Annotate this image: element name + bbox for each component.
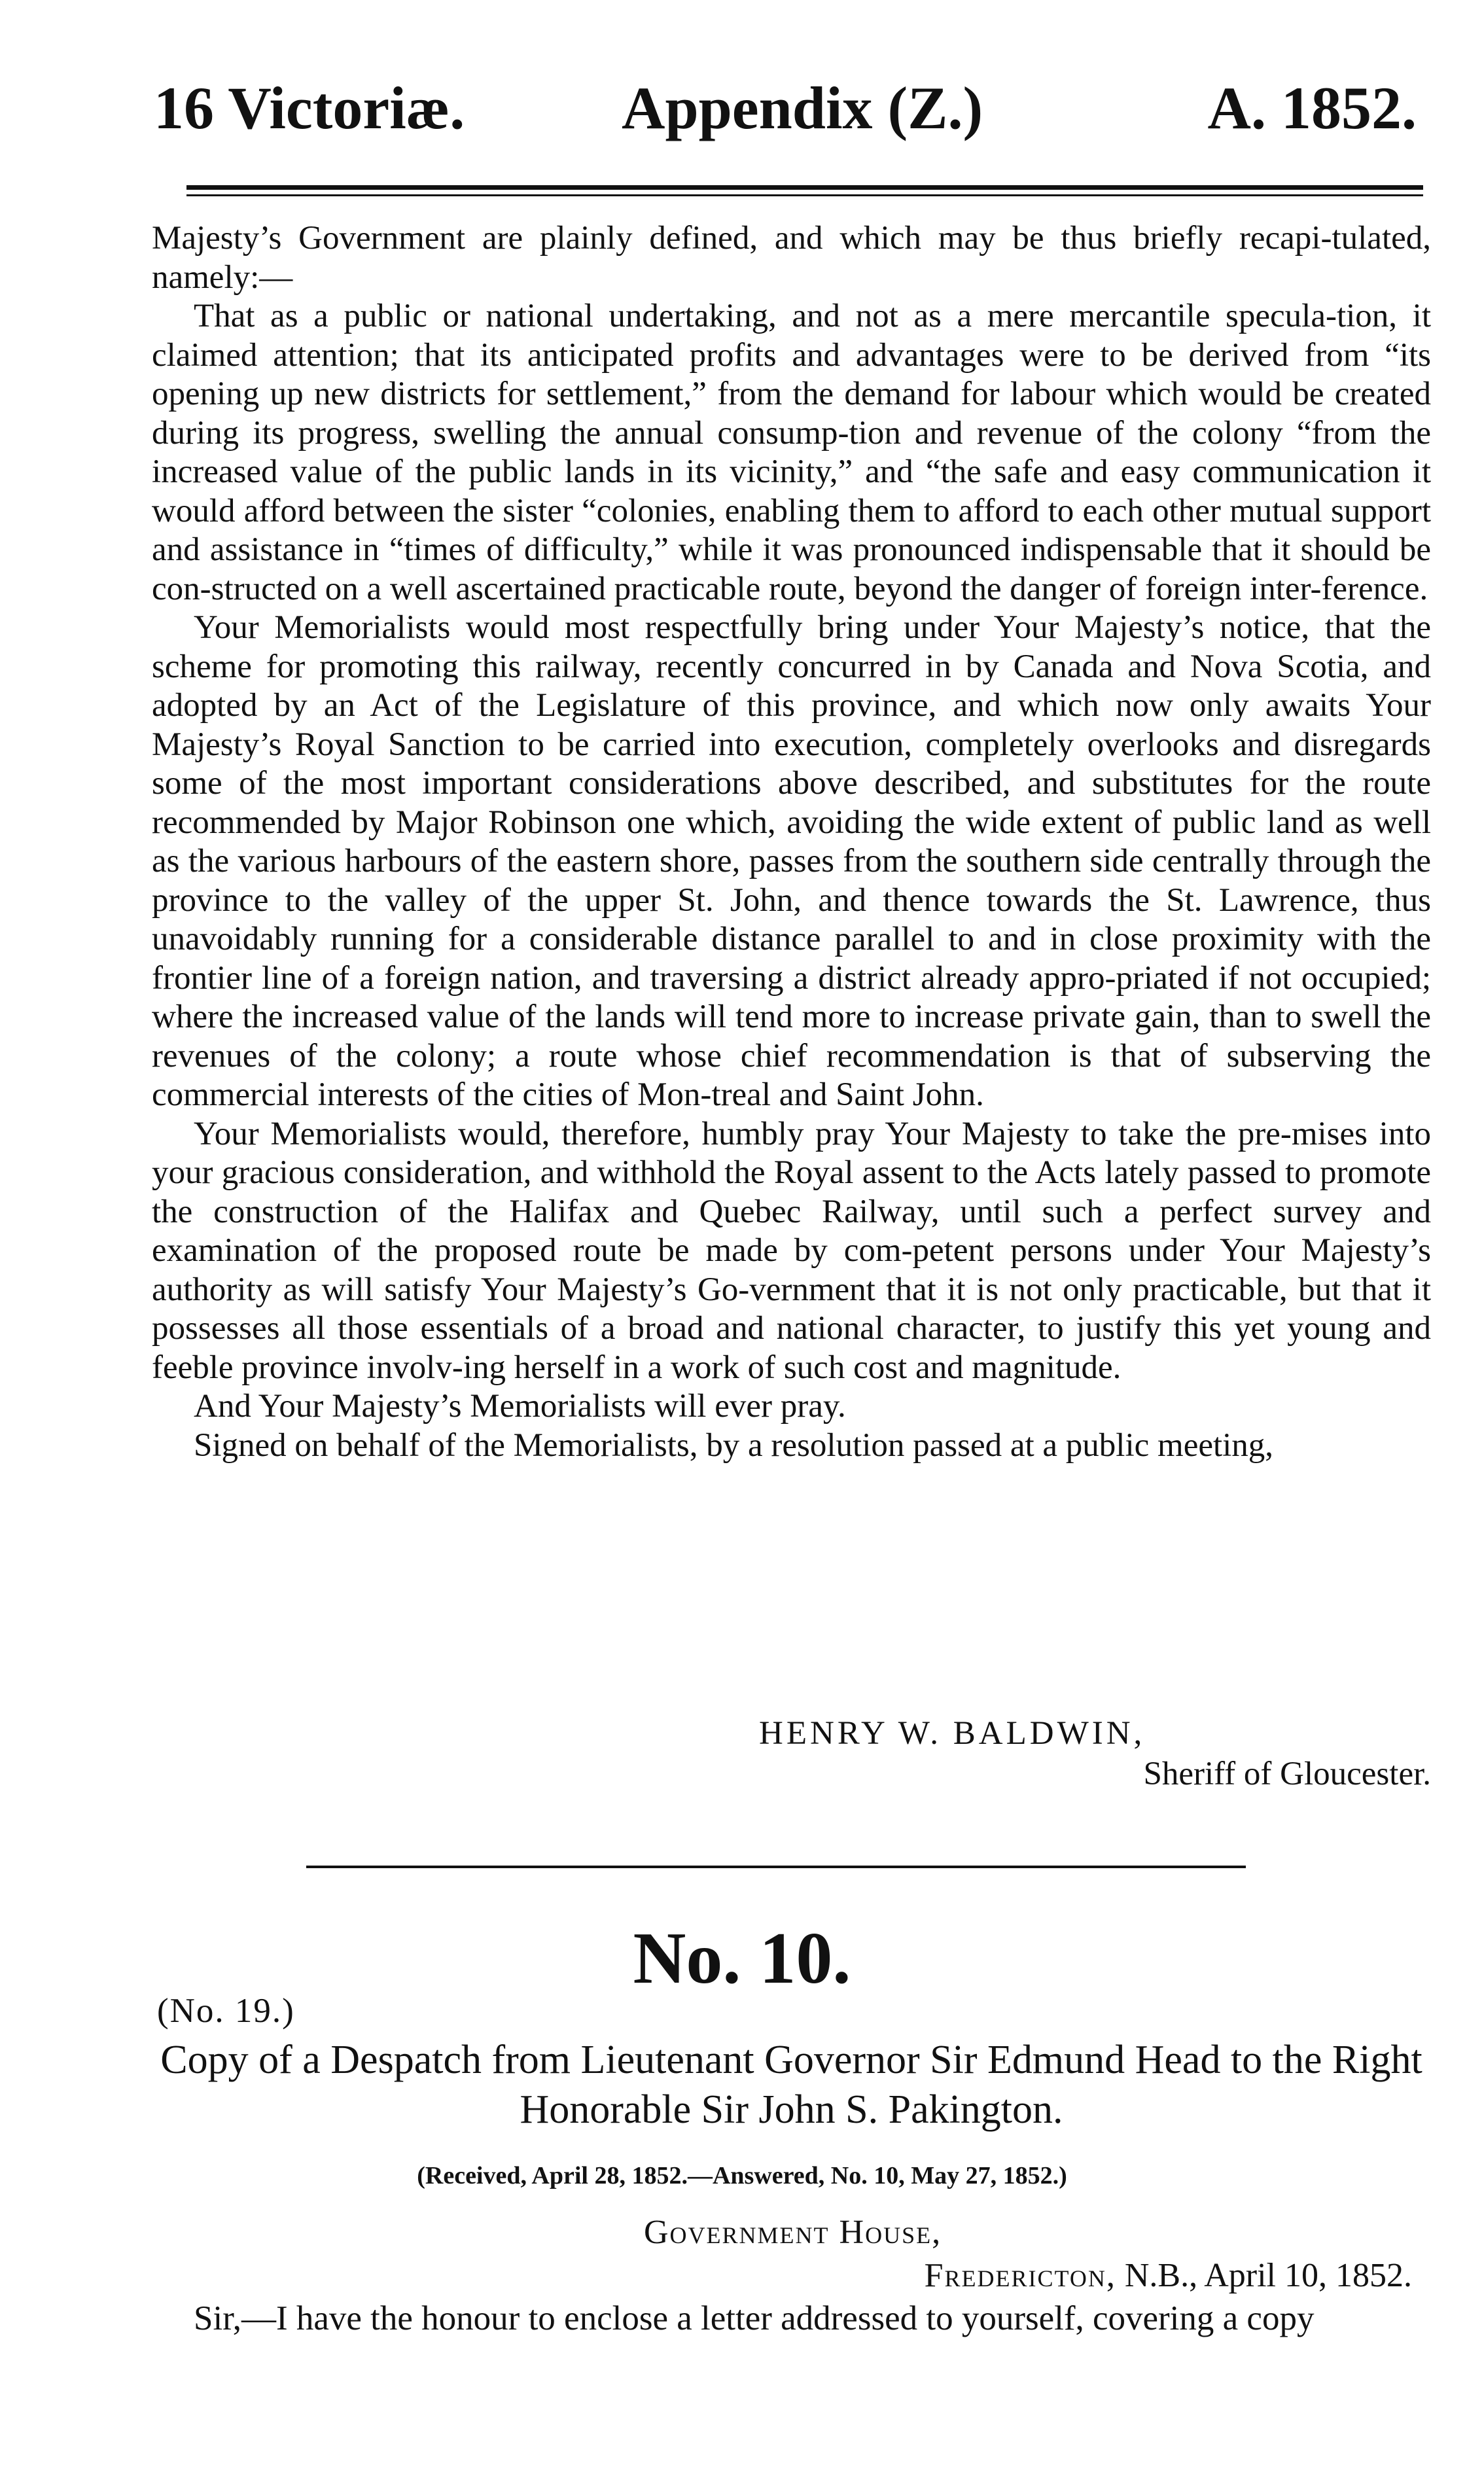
paragraph-closing: And Your Majesty’s Memorialists will ever pray.: [194, 1388, 846, 1425]
received-answered-note: (Received, April 28, 1852.—Answered, No. 10, May 27, 1852.): [417, 2162, 1067, 2189]
paragraph-recapitulation: That as a public or national undertaking, and not as a mere mercantile specula-tion, it claimed attention; that its anticipated profits and advantages were to be derived from “its opening up new districts for settlement,” from the demand for labour which would be created during its progress, swelling the annual consump-tion and revenue of the colony “from the increased value of the public lands in its vicinity,” and “the safe and easy communication it would afford between the sister “colonies, enabling them to afford to each other mutual support and assistance in “times of difficulty,” while it was pronounced indispensable that it should be con-structed on a well ascertained practicable route, beyond the danger of foreign inter-ference.: [152, 298, 1431, 607]
memorial-body: [152, 219, 1431, 1465]
header-regnal-year: 16 Victoriæ.: [154, 75, 465, 141]
paragraph-route-objection: Your Memorialists would most respectfully bring under Your Majesty’s notice, that the scheme for promoting this railway, recently concurred in by Canada and Nova Scotia, and adopted by an Act of the Legislature of this province, and which now only awaits Your Majesty’s Royal Sanction to be carried into execution, completely overlooks and disregards some of the most important considerations above described, and substitutes for the route recommended by Major Robinson one which, avoiding the wide extent of public land as well as the various harbours of the eastern shore, passes from the southern side centrally through the province to the valley of the upper St. John, and thence towards the St. Lawrence, thus unavoidably running for a considerable distance parallel to and in close proximity with the frontier line of a foreign nation, and traversing a district already appro-priated if not occupied; where the increased value of the lands will tend more to increase private gain, than to swell the revenues of the colony; a route whose chief recommendation is that of subserving the commercial interests of the cities of Mon-treal and Saint John.: [152, 609, 1431, 1113]
header-rule-thick: [186, 185, 1423, 190]
paragraph-signed-on-behalf: Signed on behalf of the Memorialists, by a resolution passed at a public meeting,: [194, 1426, 1274, 1464]
header-appendix: Appendix (Z.): [622, 75, 983, 141]
header-rule-thin: [186, 194, 1423, 196]
despatch-title: Copy of a Despatch from Lieutenant Governor Sir Edmund Head to the Right Honorable Sir John S. Pakington.: [160, 2038, 1422, 2132]
dateline-date: N.B., April 10, 1852.: [1116, 2257, 1412, 2294]
signatory-name: HENRY W. BALDWIN,: [759, 1715, 1146, 1752]
paragraph-continuation: Majesty’s Government are plainly defined, and which may be thus briefly recapi-tulated, namely:—: [152, 220, 1431, 296]
header-year: A. 1852.: [1207, 75, 1417, 141]
dateline-city-date: [925, 2256, 1412, 2295]
despatch-sub-number: (No. 19.): [157, 1992, 295, 2030]
paragraph-prayer: Your Memorialists would, therefore, humbly pray Your Majesty to take the pre-mises into your gracious consideration, and withhold the Royal assent to the Acts lately passed to promote the construction of the Halifax and Quebec Railway, until such a perfect survey and examination of the proposed route be made by com-petent persons under Your Majesty’s authority as will satisfy Your Majesty’s Go-vernment that it is not only practicable, but that it possesses all those essentials of a broad and national character, to justify this yet young and feeble province involv-ing herself in a work of such cost and magnitude.: [152, 1115, 1431, 1386]
running-head: [154, 72, 1417, 144]
despatch-opening: Sir,—I have the honour to enclose a letter addressed to yourself, covering a copy: [194, 2299, 1315, 2337]
dateline-place: Government House,: [644, 2214, 942, 2251]
document-number: No. 10.: [633, 1918, 851, 1999]
signatory-office: Sheriff of Gloucester.: [1143, 1756, 1431, 1792]
section-divider: [306, 1866, 1246, 1868]
dateline-city: Fredericton,: [924, 2257, 1116, 2294]
